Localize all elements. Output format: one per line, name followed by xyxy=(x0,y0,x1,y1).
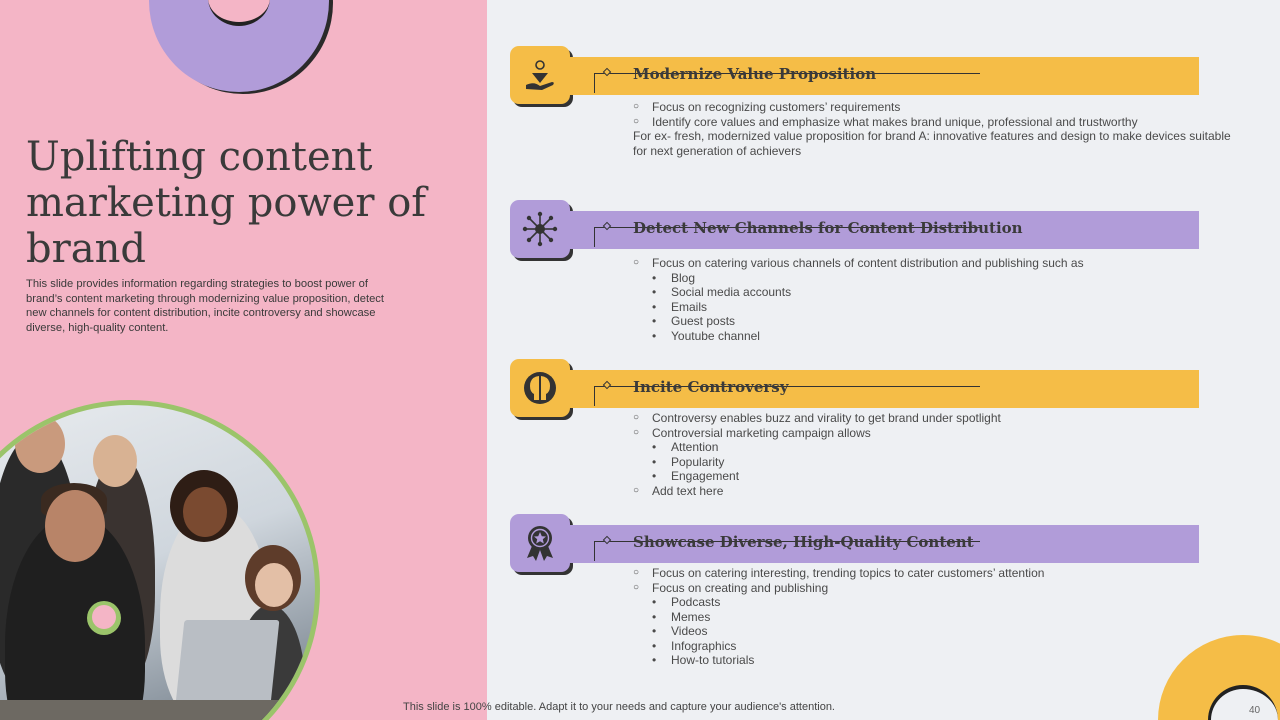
section-heading: Showcase Diverse, High-Quality Content xyxy=(633,533,974,551)
section-body: ○ Focus on catering various channels of content distribution and publishing such as • Blog • Social media accounts • Emails • Guest posts • Youtube channel xyxy=(633,256,1084,343)
debate-heads-icon xyxy=(510,359,570,417)
section-body: ○ Controversy enables buzz and virality to get brand under spotlight ○ Controversial marketing campaign allows • Attention • Popularity • Engagement ○ Add text here xyxy=(633,411,1001,498)
page-number: 40 xyxy=(1249,705,1261,716)
footer-note: This slide is 100% editable. Adapt it to your needs and capture your audience's attention. xyxy=(403,701,835,713)
slide-subtitle: This slide provides information regarding strategies to boost power of brand’s content marketing through modernizing value proposition, detect new channels for content distribution, incite controversy and showcase diverse, high-quality content. xyxy=(26,278,385,334)
decorative-green-ring xyxy=(87,601,121,635)
left-panel xyxy=(0,0,487,720)
section-body: ○ Focus on recognizing customers’ requirements ○ Identify core values and emphasize what makes brand unique, professional and trustworthy For ex- fresh, modernized value proposition for brand A: innovative features and design to make devices suitable for next generation of achievers xyxy=(633,100,1231,158)
award-badge-icon xyxy=(510,514,570,572)
section-body: ○ Focus on catering interesting, trending topics to cater customers’ attention ○ Focus on creating and publishing • Podcasts • Memes • Videos • Infographics • How-to tutorials xyxy=(633,566,1045,667)
section-heading: Incite Controversy xyxy=(633,378,789,396)
diamond-hand-icon xyxy=(510,46,570,104)
slide-title: Uplifting content marketing power of brand xyxy=(26,134,427,272)
team-photo xyxy=(0,400,320,720)
section-heading: Detect New Channels for Content Distribution xyxy=(633,219,1023,237)
decorative-purple-ring xyxy=(149,0,329,92)
section-heading: Modernize Value Proposition xyxy=(633,65,877,83)
network-icon xyxy=(510,200,570,258)
